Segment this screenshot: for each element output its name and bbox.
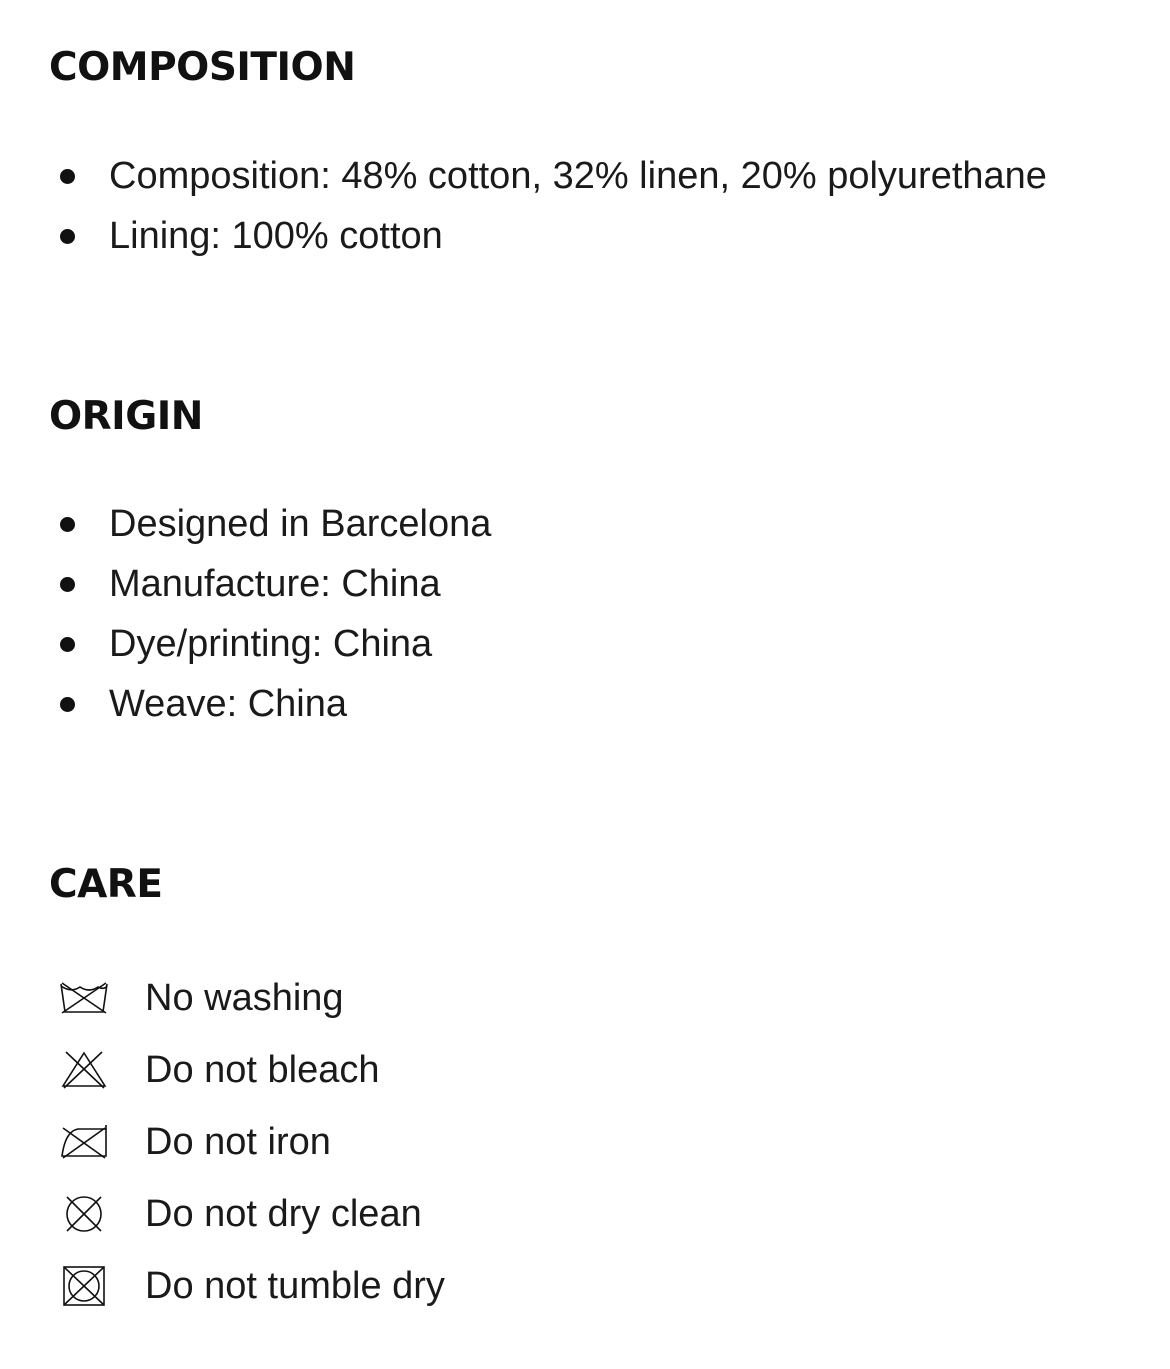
- dye-printing-item-text: Dye/printing: China: [109, 623, 433, 665]
- bullet: [60, 229, 75, 244]
- list-item: [0, 494, 1170, 554]
- do-not-dry-clean-icon: [58, 1192, 110, 1236]
- care-item-label: No washing: [145, 977, 344, 1019]
- composition-heading: COMPOSITION: [49, 45, 356, 90]
- manufacture-item-text: Manufacture: China: [109, 563, 441, 605]
- lining-item-text: Lining: 100% cotton: [109, 215, 443, 257]
- do-not-tumble-dry-icon: [58, 1264, 110, 1308]
- list-item: [0, 554, 1170, 614]
- care-item: [0, 1178, 1170, 1250]
- care-list: [0, 962, 1170, 1322]
- bullet: [60, 517, 75, 532]
- care-heading: CARE: [49, 862, 163, 907]
- list-item: [0, 674, 1170, 734]
- list-item: [0, 206, 1170, 266]
- care-item: [0, 1250, 1170, 1322]
- composition-list: [0, 146, 1170, 266]
- bullet: [60, 637, 75, 652]
- care-item-label: Do not tumble dry: [145, 1265, 445, 1307]
- origin-heading: ORIGIN: [49, 394, 203, 439]
- weave-item-text: Weave: China: [109, 683, 347, 725]
- bullet: [60, 697, 75, 712]
- do-not-bleach-icon: [58, 1048, 110, 1092]
- origin-list: [0, 494, 1170, 734]
- do-not-iron-icon: [58, 1120, 110, 1164]
- care-item-label: Do not bleach: [145, 1049, 380, 1091]
- list-item: [0, 146, 1170, 206]
- composition-item-text: Composition: 48% cotton, 32% linen, 20% polyurethane: [109, 155, 1047, 197]
- bullet: [60, 577, 75, 592]
- list-item: [0, 614, 1170, 674]
- no-washing-icon: [58, 976, 110, 1020]
- care-item-label: Do not dry clean: [145, 1193, 422, 1235]
- care-item-label: Do not iron: [145, 1121, 331, 1163]
- designed-item-text: Designed in Barcelona: [109, 503, 492, 545]
- bullet: [60, 169, 75, 184]
- care-item: [0, 1106, 1170, 1178]
- care-item: [0, 1034, 1170, 1106]
- care-item: [0, 962, 1170, 1034]
